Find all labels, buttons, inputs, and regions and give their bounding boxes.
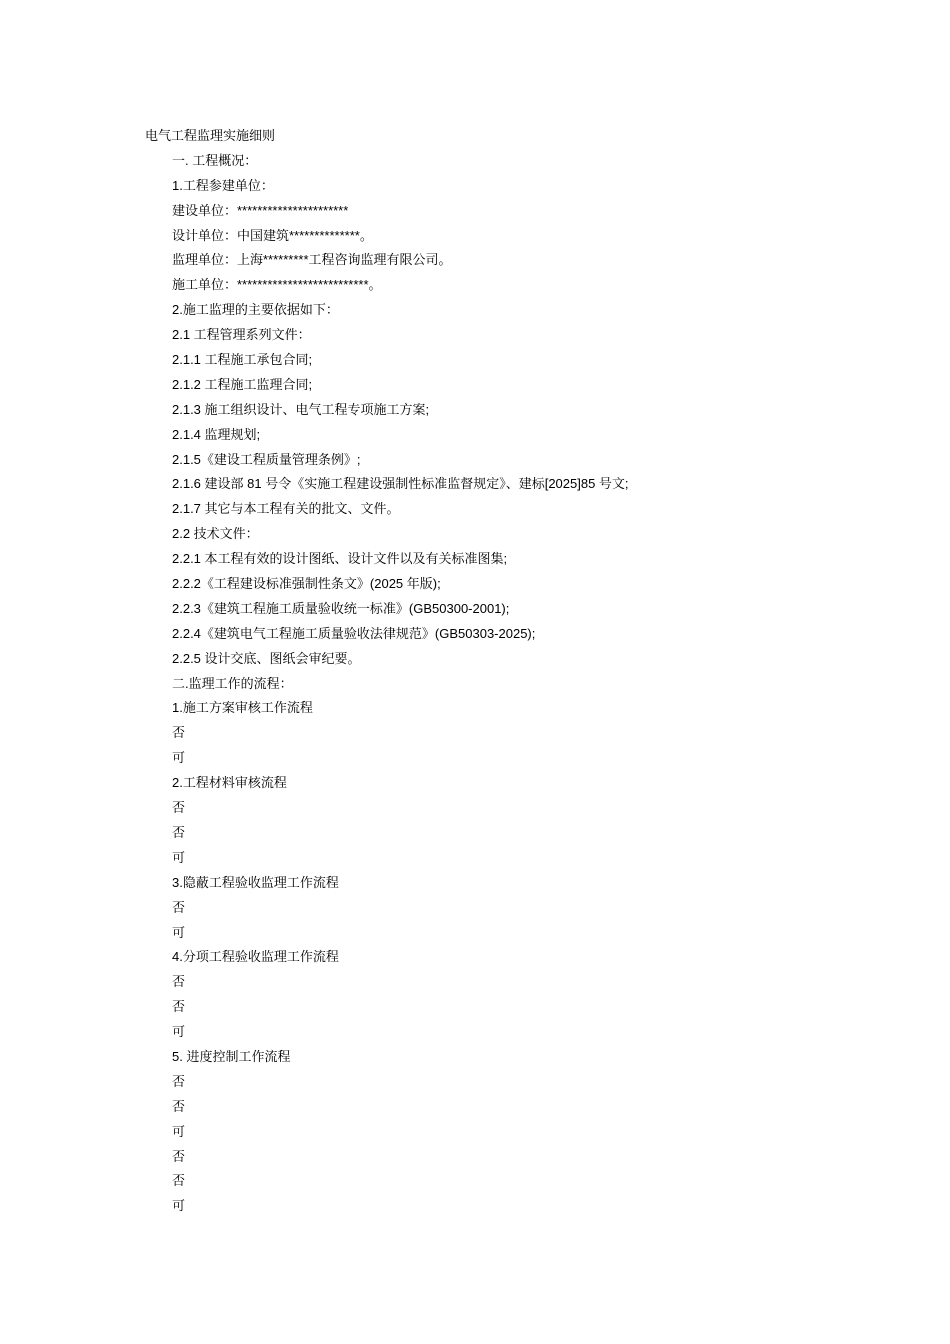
flow-label: 否 (172, 1073, 186, 1089)
paragraph-line: 2.2.2《工程建设标准强制性条文》(2025 年版); (172, 576, 441, 592)
paragraph-line: 设计单位：中国建筑**************。 (172, 227, 373, 243)
paragraph-line: 2.2.3《建筑工程施工质量验收统一标准》(GB50300-2001); (172, 600, 510, 616)
flow-label: 否 (172, 1173, 186, 1189)
flow-label: 否 (172, 824, 186, 840)
subsection-heading: 1.工程参建单位： (172, 177, 274, 193)
flow-label: 否 (172, 974, 186, 990)
flow-label: 否 (172, 1148, 186, 1164)
paragraph-line: 2.1.3 施工组织设计、电气工程专项施工方案; (172, 401, 430, 417)
flow-label: 可 (172, 1024, 186, 1040)
paragraph-line: 2.1.5《建设工程质量管理条例》; (172, 451, 361, 467)
flow-label: 否 (172, 899, 186, 915)
paragraph-line: 2.1.1 工程施工承包合同; (172, 352, 313, 368)
subsection-heading: 4.分项工程验收监理工作流程 (172, 949, 339, 965)
flow-label: 否 (172, 725, 186, 741)
flow-label: 否 (172, 800, 186, 816)
flow-label: 可 (172, 1123, 186, 1139)
paragraph-line: 施工单位：**************************。 (172, 277, 382, 293)
flow-label: 可 (172, 1198, 186, 1214)
paragraph-line: 建设单位：********************** (172, 202, 349, 218)
subsection-heading: 2.工程材料审核流程 (172, 775, 287, 791)
paragraph-line: 2.2.1 本工程有效的设计图纸、设计文件以及有关标准图集; (172, 551, 508, 567)
subsection-heading: 5. 进度控制工作流程 (172, 1048, 291, 1064)
paragraph-line: 监理单位：上海*********工程咨询监理有限公司。 (172, 252, 452, 268)
flow-label: 否 (172, 1098, 186, 1114)
document-body (145, 124, 845, 1219)
paragraph-line: 2.2.5 设计交底、图纸会审纪要。 (172, 650, 361, 666)
subsection-heading: 3.隐蔽工程验收监理工作流程 (172, 874, 339, 890)
paragraph-line: 2.2 技术文件： (172, 526, 259, 542)
paragraph-line: 2.1.4 监理规划; (172, 426, 261, 442)
section-heading: 二.监理工作的流程： (172, 675, 293, 691)
section-heading: 一. 工程概况： (172, 152, 258, 168)
paragraph-line: 2.1.2 工程施工监理合同; (172, 376, 313, 392)
paragraph-line: 2.2.4《建筑电气工程施工质量验收法律规范》(GB50303-2025); (172, 625, 536, 641)
subsection-heading: 2.施工监理的主要依据如下： (172, 302, 339, 318)
subsection-heading: 1.施工方案审核工作流程 (172, 700, 313, 716)
paragraph-line: 2.1.7 其它与本工程有关的批文、文件。 (172, 501, 400, 517)
flow-label: 否 (172, 999, 186, 1015)
flow-label: 可 (172, 750, 186, 766)
document-title: 电气工程监理实施细则 (145, 128, 276, 143)
paragraph-line: 2.1.6 建设部 81 号令《实施工程建设强制性标准监督规定》、建标[2025]85 号文; (172, 476, 629, 492)
flow-label: 可 (172, 849, 186, 865)
paragraph-line: 2.1 工程管理系列文件： (172, 327, 311, 343)
flow-label: 可 (172, 924, 186, 940)
